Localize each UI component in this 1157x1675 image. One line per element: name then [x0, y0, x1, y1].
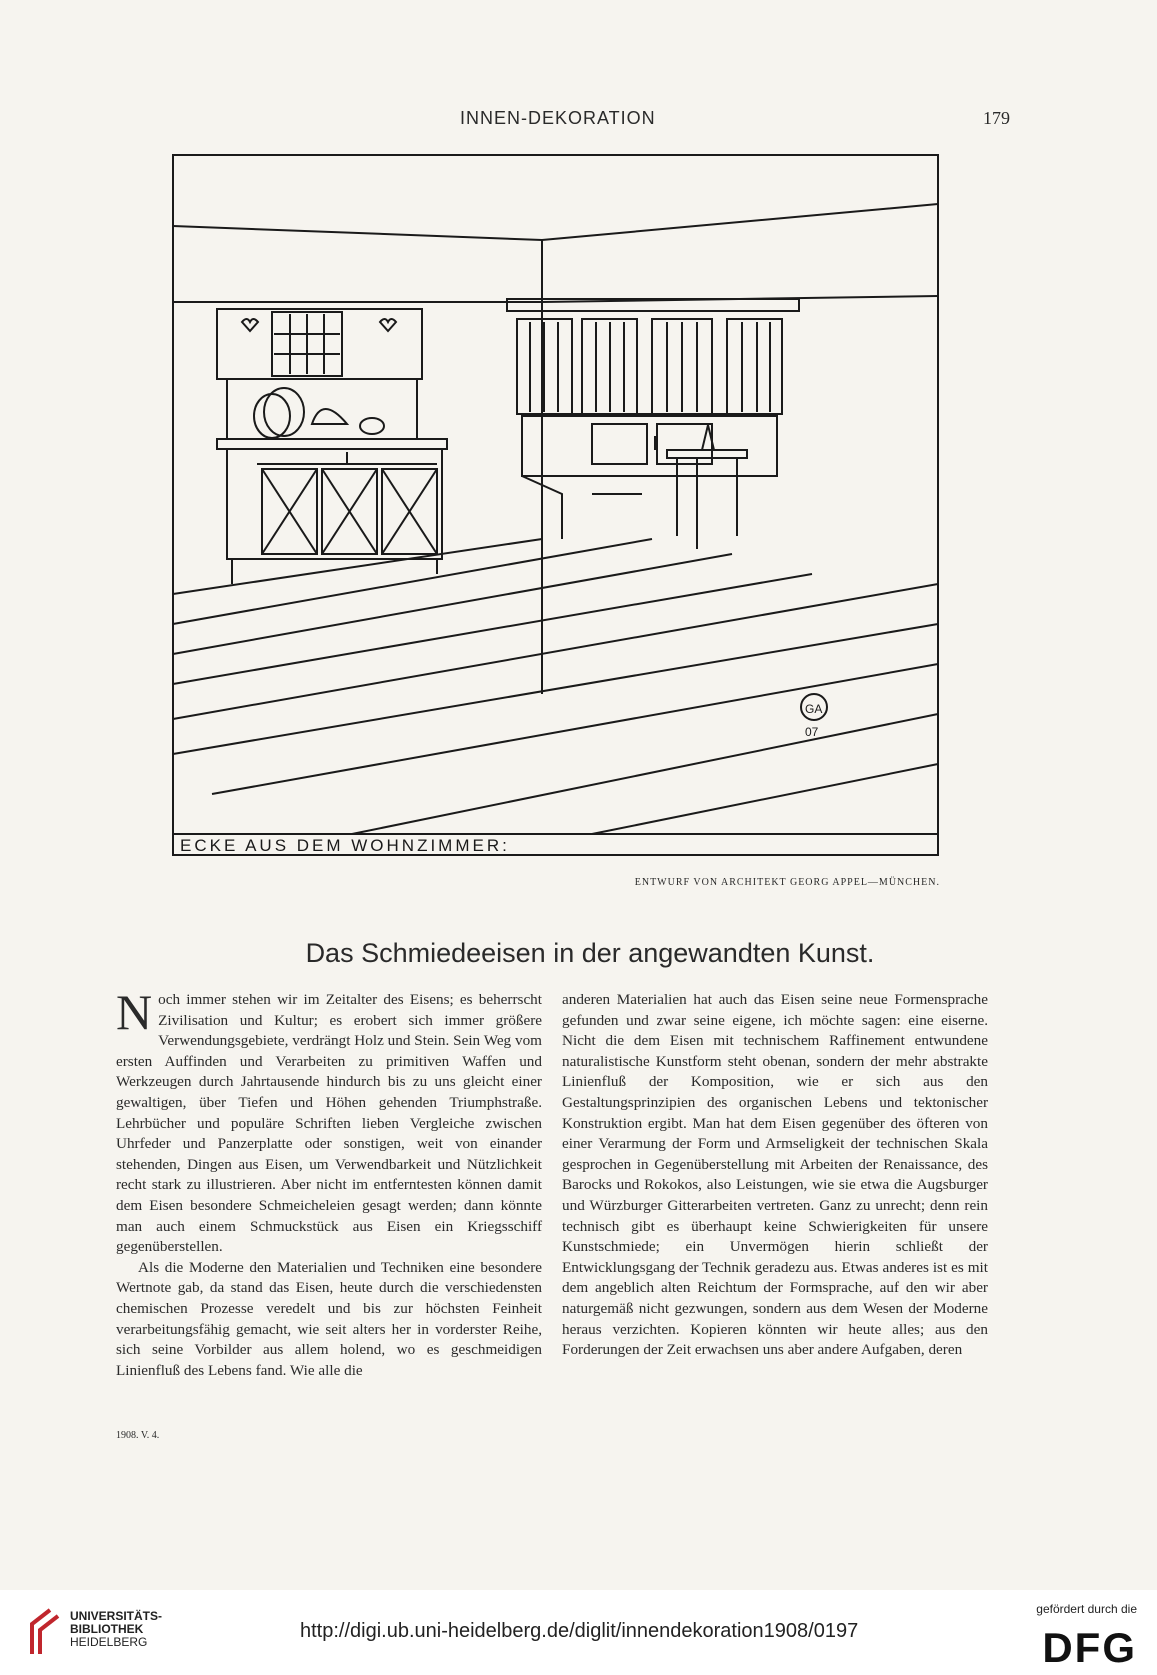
article-title: Das Schmiedeeisen in der angewandten Kunst.: [305, 938, 875, 968]
print-signature: 1908. V. 4.: [116, 1430, 160, 1441]
artist-monogram: GA: [805, 702, 823, 716]
text-column-left: [116, 984, 542, 1381]
interior-illustration: [172, 154, 940, 862]
drop-cap: N: [116, 984, 153, 1040]
library-logo-icon: [24, 1604, 68, 1658]
library-name-line: HEIDELBERG: [70, 1635, 148, 1649]
text-column-right: [562, 990, 988, 1361]
dfg-logo: DFG: [1042, 1624, 1137, 1671]
library-name: [70, 1610, 162, 1649]
permalink-url[interactable]: http://digi.ub.uni-heidelberg.de/diglit/innendekoration1908/0197: [300, 1620, 859, 1642]
page-number: 179: [983, 108, 1010, 128]
drawing-year: 07: [805, 725, 819, 739]
funded-by-label: gefördert durch die: [1036, 1602, 1137, 1616]
living-room-corner-drawing: [172, 154, 940, 862]
paragraph-text: och immer stehen wir im Zeitalter des Eisens; es beherrscht Zivilisation und Kultur; es erobert sich immer größere Verwendungsgebiete, verdrängt Holz und Stein. Sein Weg vom ersten Auffinden und Verarbeiten zu primitiven Waffen und Werkzeugen durch Jahrtausende hindurch bis zu uns gleicht einer gewaltigen, über Tiefen und Höhen gehenden Triumphstraße. Lehrbücher und populäre Schriften lieben Vergleiche zwischen Uhrfeder und Panzerplatte oder sonstigen, weit von einander stehenden, Dingen aus Eisen, um Verwendbarkeit und Nützlichkeit recht stark zu illustrieren. Aber nicht im entferntesten können damit dem Eisen besondere Schmeicheleien gesagt werden; dann könnte man auch einem Schmuckstück aus Eisen ein Kriegsschiff gegenüberstellen.: [116, 991, 542, 1256]
library-name-line: BIBLIOTHEK: [70, 1622, 144, 1636]
running-title: INNEN-DEKORATION: [460, 108, 656, 128]
paragraph: [116, 984, 542, 1258]
paragraph: Als die Moderne den Materialien und Techniken eine besondere Wertnote gab, da stand das Eisen, heute durch die verschiedensten chemischen Prozesse veredelt und bis zur höchsten Feinheit verarbeitungsfähig gemacht, wie seit alters her in vorderster Reihe, sich seine Vorbilder aus allem holend, wo es geschmeidigen Linienfluß des Lebens fand. Wie alle die: [116, 1258, 542, 1379]
digitization-footer: [0, 1590, 1157, 1675]
figure-credit: ENTWURF VON ARCHITEKT GEORG APPEL—MÜNCHEN.: [634, 877, 940, 888]
running-head: [170, 108, 1010, 134]
figure-caption-label: ECKE AUS DEM WOHNZIMMER:: [180, 836, 510, 855]
library-name-line: UNIVERSITÄTS-: [70, 1609, 163, 1623]
paragraph: anderen Materialien hat auch das Eisen seine neue Formensprache gefunden und zwar seine eigene, ich möchte sagen: eine eiserne. Nicht die dem Eisen mit technischem Raffinement entwundene naturalistische Kunstform steht obenan, sondern der mehr abstrakte Linienfluß der Komposition, wie er sich aus den Gestaltungsprinzipien des organischen Lebens und tektonischer Konstruktion ergibt. Man hat dem Eisen gegenüber des öfteren von einer Verarmung der Form und Armseligkeit der technischen Skala gesprochen in Gegenüberstellung mit Arbeiten der Renaissance, des Barocks und Rokokos, also Leistungen, wie sie etwa die Augsburger und Würzburger Gitterarbeiten vertreten. Ganz zu unrecht; denn rein technisch gibt es überhaupt keine Schwierigkeiten für unsere Kunstschmiede; ein Unvermögen hierin schließt der Entwicklungsgang der Technik geradezu aus. Etwas anderes ist es mit dem angeblich alten Reichtum der Formsprache, auf den wir aber naturgemäß nicht gezwungen, sondern aus dem Wesen der Moderne heraus verzichten. Kopieren könnten wir heute alles; aus den Forderungen der Zeit erwachsen uns aber andere Aufgaben, deren: [562, 991, 988, 1359]
